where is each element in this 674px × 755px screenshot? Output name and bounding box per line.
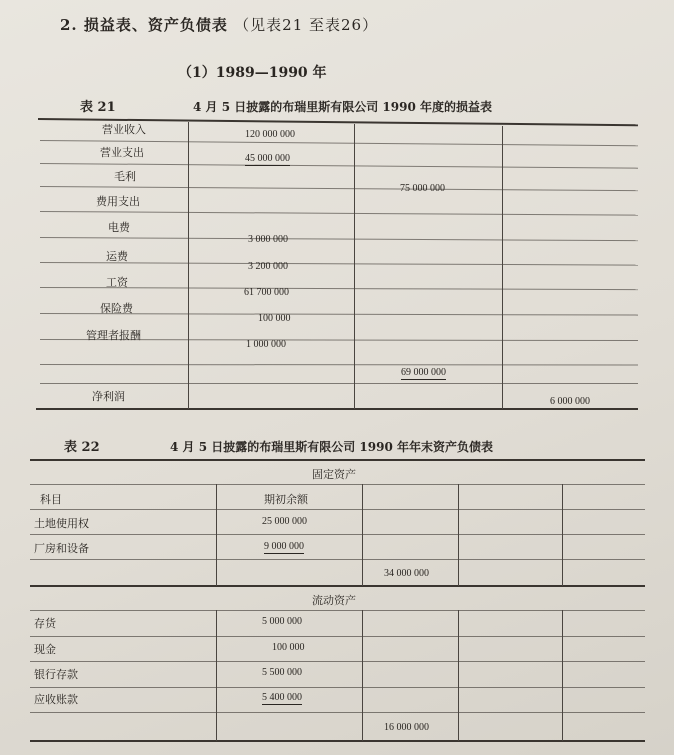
- t21-opex-value: 45 000 000: [245, 153, 290, 164]
- current-assets-header: 流动资产: [312, 594, 356, 607]
- t21-item-revenue: 营业收入: [102, 123, 146, 136]
- section-title: 损益表、资产负债表: [83, 16, 228, 34]
- t21-net-profit-value: 6 000 000: [550, 396, 590, 407]
- t21-item-management: 管理者报酬: [86, 329, 141, 342]
- t22-item-bank-deposit: 银行存款: [34, 668, 78, 681]
- col-item-header: 科目: [40, 493, 62, 506]
- t21-item-opex: 营业支出: [100, 146, 144, 159]
- t22-plant-value: 9 000 000: [264, 541, 304, 552]
- t22-land-value: 25 000 000: [262, 516, 307, 527]
- table21-label: 表 21: [80, 100, 116, 115]
- t21-electricity-value: 3 000 000: [248, 234, 288, 245]
- t21-insurance-value: 100 000: [258, 313, 291, 324]
- t21-total-expenses-value: 69 000 000: [401, 367, 446, 378]
- table22-title: 4 月 5 日披露的布瑞里斯有限公司 1990 年年末资产负债表: [170, 440, 493, 454]
- t22-item-inventory: 存货: [34, 617, 56, 630]
- t22-fixed-total-value: 34 000 000: [384, 568, 429, 579]
- t22-item-land: 土地使用权: [34, 517, 89, 530]
- t22-item-plant: 厂房和设备: [34, 542, 89, 555]
- t21-wages-value: 61 700 000: [244, 287, 289, 298]
- t21-item-gross-profit: 毛利: [114, 170, 136, 183]
- t21-revenue-value: 120 000 000: [245, 129, 295, 140]
- t21-freight-value: 3 200 000: [248, 261, 288, 272]
- t21-item-freight: 运费: [106, 250, 128, 263]
- t22-item-receivables: 应收账款: [34, 693, 78, 706]
- t21-gross-profit-value: 75 000 000: [400, 183, 445, 194]
- t22-inventory-value: 5 000 000: [262, 616, 302, 627]
- col-opening-header: 期初余额: [264, 493, 308, 506]
- t21-item-electricity: 电费: [108, 221, 130, 234]
- t21-item-insurance: 保险费: [100, 302, 133, 315]
- t21-item-expenses: 费用支出: [96, 195, 140, 208]
- table22-label: 表 22: [64, 440, 100, 455]
- section-note: （见表21 至表26）: [234, 16, 379, 34]
- t21-management-value: 1 000 000: [246, 339, 286, 350]
- t22-cash-value: 100 000: [272, 642, 305, 653]
- t22-current-total-value: 16 000 000: [384, 722, 429, 733]
- fixed-assets-header: 固定资产: [312, 468, 356, 481]
- period-subheading: （1）1989—1990 年: [178, 65, 327, 81]
- table21-title: 4 月 5 日披露的布瑞里斯有限公司 1990 年度的损益表: [193, 100, 492, 114]
- section-number: 2.: [60, 16, 78, 34]
- t22-receivables-value: 5 400 000: [262, 692, 302, 703]
- t22-item-cash: 现金: [34, 643, 56, 656]
- t21-item-wages: 工资: [106, 276, 128, 289]
- t21-item-net-profit: 净利润: [92, 390, 125, 403]
- t22-bank-deposit-value: 5 500 000: [262, 667, 302, 678]
- section-heading: [60, 14, 378, 35]
